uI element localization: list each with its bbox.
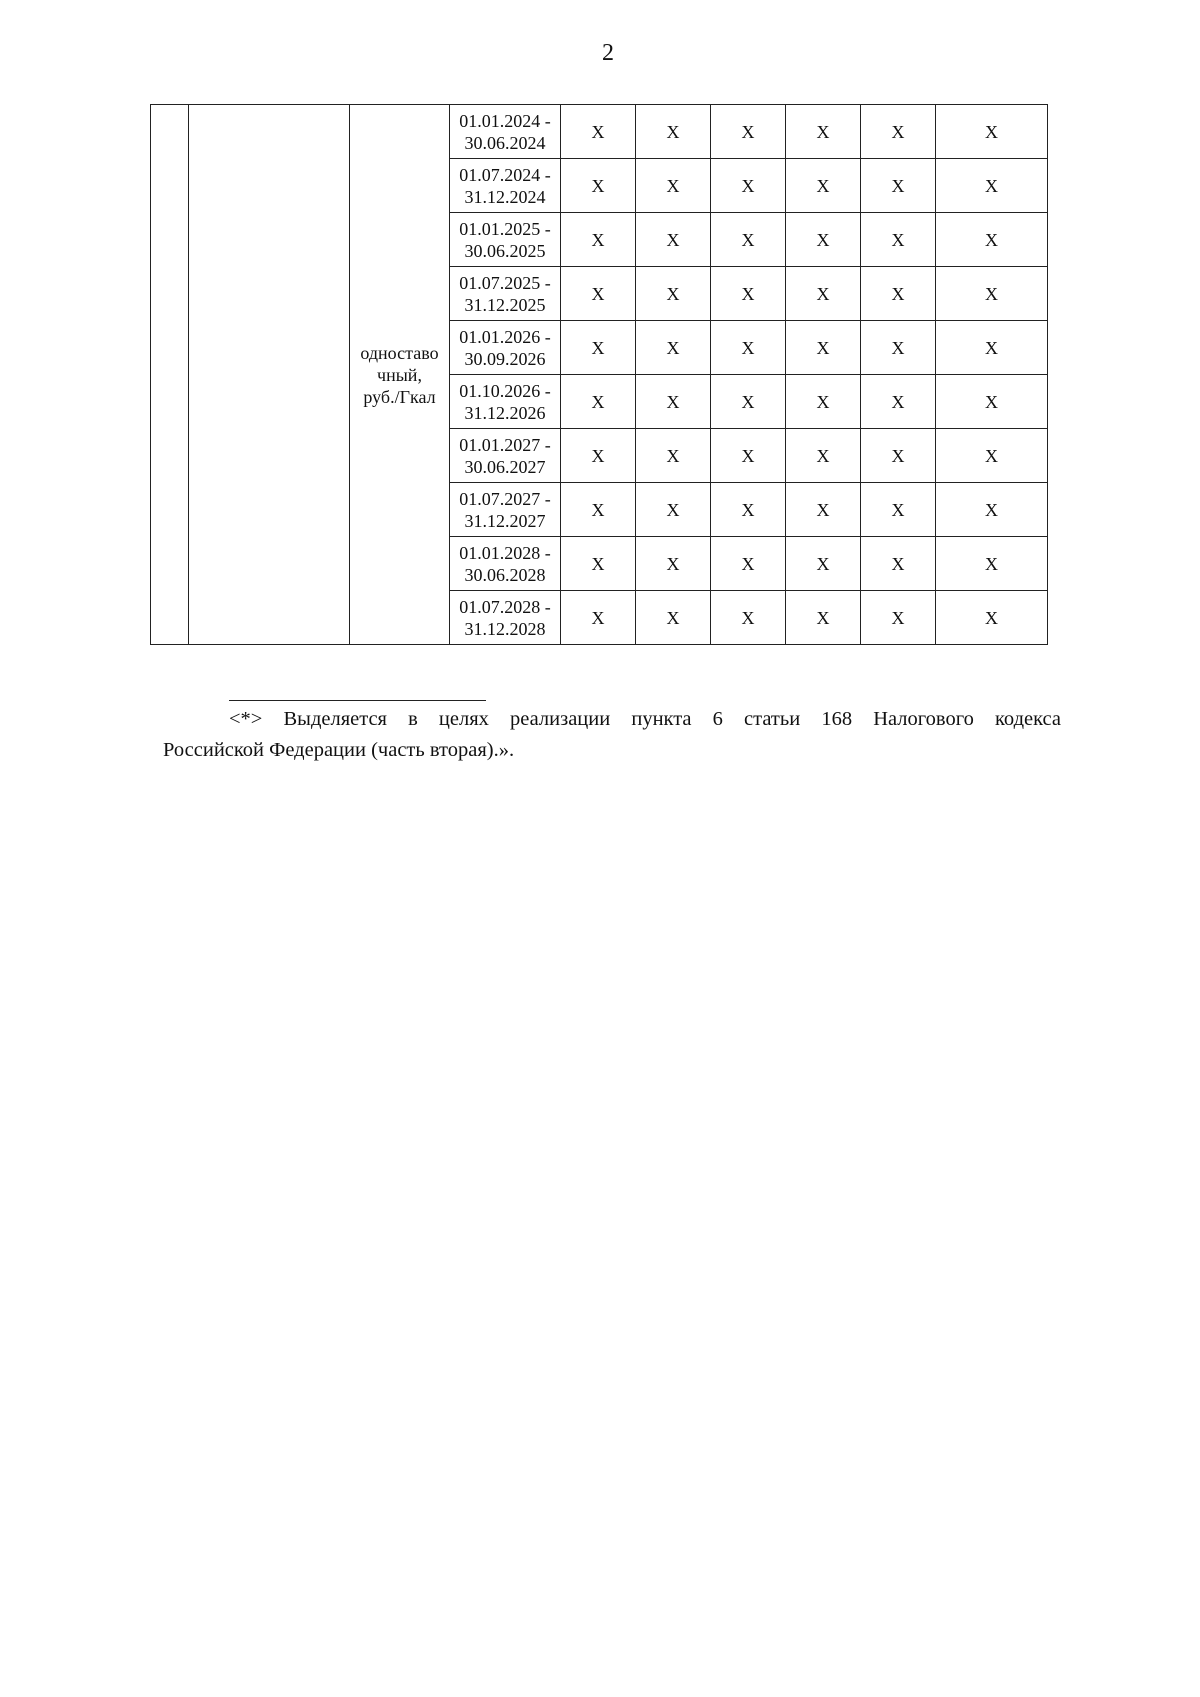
value-cell: Х	[786, 375, 861, 429]
period-to: 30.06.2028	[464, 564, 546, 585]
value-cell: Х	[936, 159, 1048, 213]
value-cell: Х	[711, 213, 786, 267]
period-from: 01.07.2027 -	[459, 488, 551, 509]
value-cell: Х	[861, 375, 936, 429]
value-cell: Х	[636, 159, 711, 213]
period-from: 01.10.2026 -	[459, 380, 551, 401]
value-cell: Х	[636, 321, 711, 375]
value-cell: Х	[936, 483, 1048, 537]
value-cell: Х	[861, 213, 936, 267]
footnote-separator	[229, 700, 486, 701]
value-cell: Х	[711, 321, 786, 375]
value-cell: Х	[636, 537, 711, 591]
value-cell: Х	[786, 159, 861, 213]
value-cell: Х	[786, 537, 861, 591]
footnote-line-1: <*> Выделяется в целях реализации пункта 6 статьи 168 Налогового кодекса	[229, 708, 1061, 730]
value-cell: Х	[861, 429, 936, 483]
period-to: 31.12.2024	[464, 186, 546, 207]
footnote-line-2: Российской Федерации (часть вторая).».	[163, 739, 515, 761]
value-cell: Х	[561, 483, 636, 537]
value-cell: Х	[561, 105, 636, 159]
period-cell	[450, 105, 561, 159]
tariff-type-label: руб./Гкал	[363, 386, 436, 407]
footnote	[163, 704, 1061, 766]
period-to: 31.12.2025	[464, 294, 546, 315]
value-cell: Х	[636, 591, 711, 645]
value-cell: Х	[861, 159, 936, 213]
value-cell: Х	[711, 267, 786, 321]
value-cell: Х	[936, 267, 1048, 321]
period-cell	[450, 159, 561, 213]
tariff-type-label: одноставо	[360, 342, 439, 363]
tariff-type-cell	[350, 105, 450, 645]
value-cell: Х	[786, 213, 861, 267]
value-cell: Х	[936, 213, 1048, 267]
value-cell: Х	[711, 537, 786, 591]
value-cell: Х	[636, 429, 711, 483]
value-cell: Х	[861, 105, 936, 159]
period-to: 30.09.2026	[464, 348, 546, 369]
number-cell	[151, 105, 189, 645]
value-cell: Х	[561, 159, 636, 213]
value-cell: Х	[936, 375, 1048, 429]
period-to: 31.12.2028	[464, 618, 546, 639]
value-cell: Х	[936, 321, 1048, 375]
value-cell: Х	[936, 537, 1048, 591]
period-from: 01.07.2028 -	[459, 596, 551, 617]
period-to: 30.06.2025	[464, 240, 546, 261]
value-cell: Х	[786, 429, 861, 483]
value-cell: Х	[711, 375, 786, 429]
value-cell: Х	[711, 105, 786, 159]
value-cell: Х	[561, 321, 636, 375]
value-cell: Х	[786, 483, 861, 537]
value-cell: Х	[936, 105, 1048, 159]
value-cell: Х	[636, 375, 711, 429]
value-cell: Х	[561, 267, 636, 321]
value-cell: Х	[786, 105, 861, 159]
value-cell: Х	[636, 267, 711, 321]
value-cell: Х	[561, 213, 636, 267]
period-from: 01.01.2028 -	[459, 542, 551, 563]
period-cell	[450, 321, 561, 375]
value-cell: Х	[636, 213, 711, 267]
value-cell: Х	[861, 537, 936, 591]
value-cell: Х	[936, 591, 1048, 645]
period-cell	[450, 429, 561, 483]
value-cell: Х	[711, 429, 786, 483]
value-cell: Х	[636, 105, 711, 159]
value-cell: Х	[711, 591, 786, 645]
period-from: 01.01.2025 -	[459, 218, 551, 239]
period-from: 01.01.2026 -	[459, 326, 551, 347]
period-to: 31.12.2026	[464, 402, 546, 423]
value-cell: Х	[786, 321, 861, 375]
value-cell: Х	[786, 267, 861, 321]
value-cell: Х	[711, 483, 786, 537]
period-cell	[450, 591, 561, 645]
organization-cell	[189, 105, 350, 645]
period-from: 01.07.2024 -	[459, 164, 551, 185]
value-cell: Х	[561, 375, 636, 429]
period-cell	[450, 267, 561, 321]
period-from: 01.01.2024 -	[459, 110, 551, 131]
value-cell: Х	[861, 483, 936, 537]
tariff-table	[150, 104, 1048, 645]
value-cell: Х	[561, 429, 636, 483]
period-from: 01.01.2027 -	[459, 434, 551, 455]
period-cell	[450, 213, 561, 267]
value-cell: Х	[711, 159, 786, 213]
value-cell: Х	[861, 591, 936, 645]
value-cell: Х	[936, 429, 1048, 483]
period-cell	[450, 537, 561, 591]
period-cell	[450, 375, 561, 429]
value-cell: Х	[861, 267, 936, 321]
tariff-type-label: чный,	[377, 364, 422, 385]
page-number: 2	[602, 40, 614, 66]
table-row	[151, 105, 1048, 159]
value-cell: Х	[561, 591, 636, 645]
value-cell: Х	[561, 537, 636, 591]
period-cell	[450, 483, 561, 537]
period-to: 31.12.2027	[464, 510, 546, 531]
value-cell: Х	[636, 483, 711, 537]
period-from: 01.07.2025 -	[459, 272, 551, 293]
period-to: 30.06.2024	[464, 132, 546, 153]
value-cell: Х	[861, 321, 936, 375]
period-to: 30.06.2027	[464, 456, 546, 477]
value-cell: Х	[786, 591, 861, 645]
